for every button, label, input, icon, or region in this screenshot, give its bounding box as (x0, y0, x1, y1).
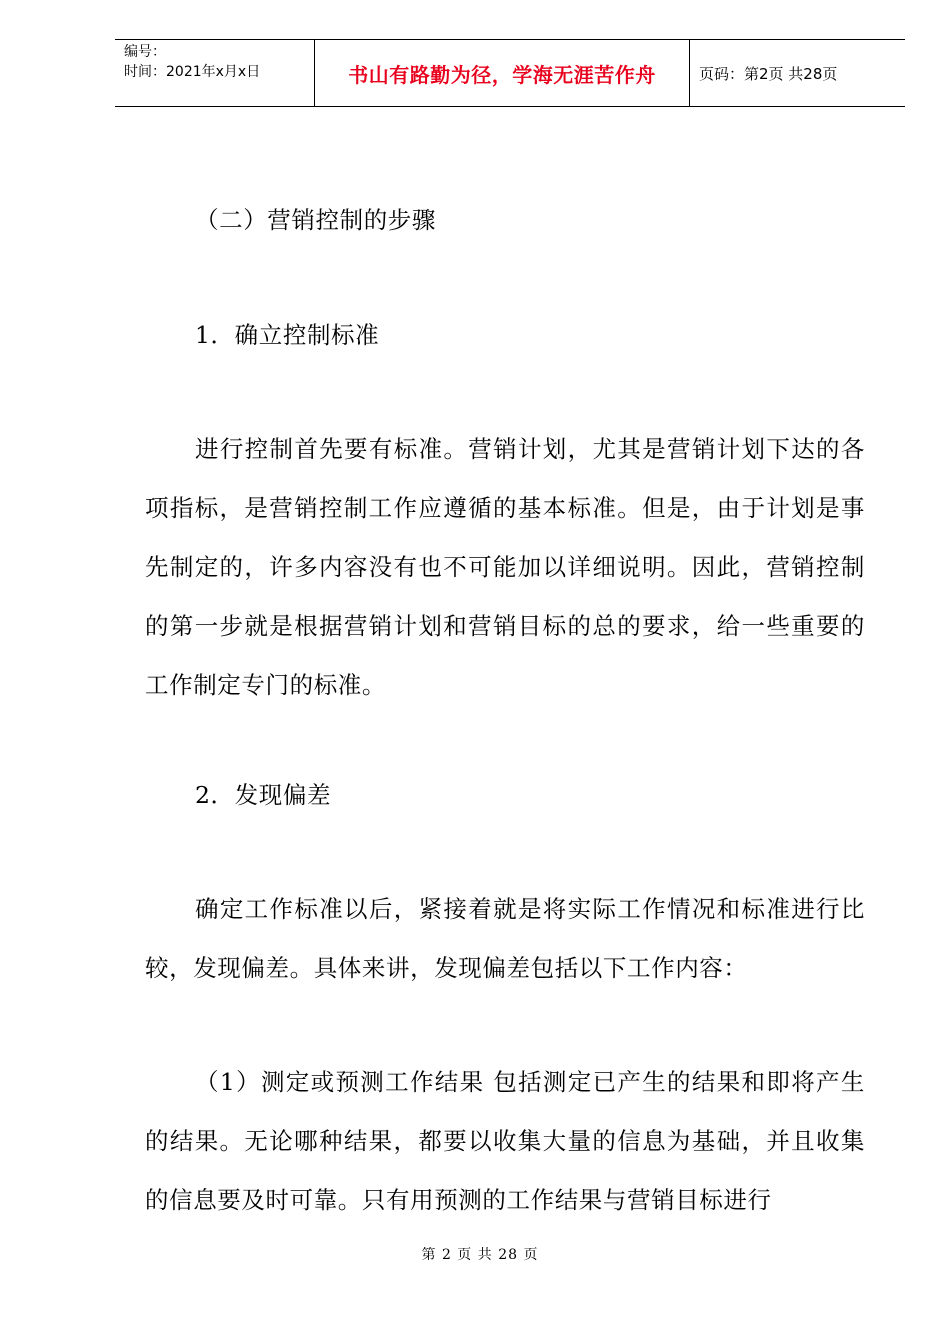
step1-title: 1．确立控制标准 (195, 321, 380, 349)
motto-text: 书山有路勤为径，学海无涯苦作舟 (348, 62, 656, 87)
item1-paragraph: （1）测定或预测工作结果 包括测定已产生的结果和即将产生的结果。无论哪种结果，都要以收集大量的信息为基础，并且收集的信息要及时可靠。只有用预测的工作结果与营销目标进行 (145, 1068, 865, 1214)
serial-label: 编号： (124, 44, 166, 60)
header-meta (115, 40, 315, 106)
header-motto-cell (315, 40, 690, 106)
page-info-text: 页码：第2页 共28页 (699, 64, 838, 83)
section-title: （二）营销控制的步骤 (195, 206, 436, 234)
header-page-info (690, 40, 905, 106)
step1-paragraph: 进行控制首先要有标准。营销计划，尤其是营销计划下达的各项指标，是营销控制工作应遵循的基本标准。但是，由于计划是事先制定的，许多内容没有也不可能加以详细说明。因此，营销控制的第一步就是根据营销计划和营销目标的总的要求，给一些重要的工作制定专门的标准。 (145, 435, 865, 699)
step2-paragraph: 确定工作标准以后，紧接着就是将实际工作情况和标准进行比较，发现偏差。具体来讲，发现偏差包括以下工作内容： (145, 895, 865, 982)
page-header (115, 39, 905, 107)
time-label: 时间：2021年x月x日 (124, 64, 261, 80)
page-footer: 第 2 页 共 28 页 (421, 1247, 539, 1263)
step2-title: 2．发现偏差 (195, 781, 332, 809)
